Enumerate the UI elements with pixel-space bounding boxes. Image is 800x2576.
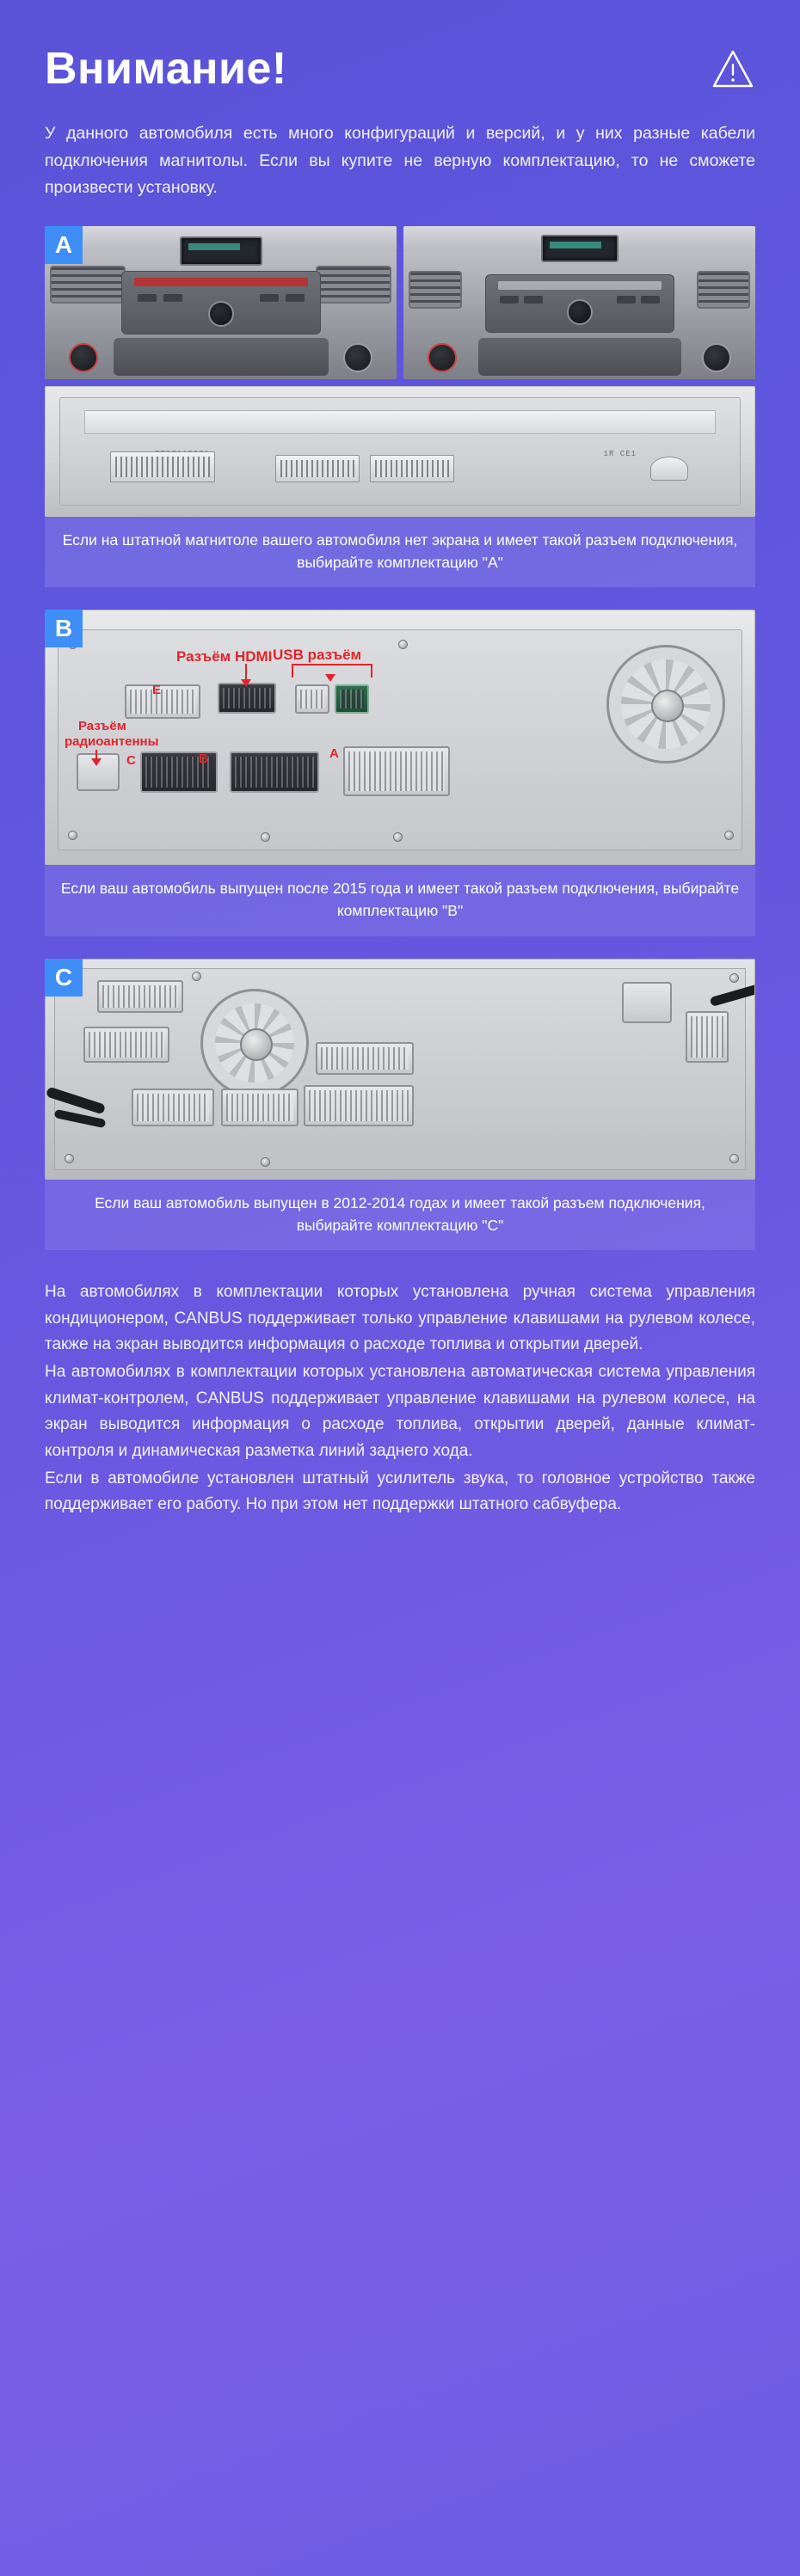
bottom-notes <box>45 1279 755 1518</box>
rear-panel-c-photo <box>45 959 755 1180</box>
board-code-right: 1R CE1 <box>603 449 637 458</box>
connector-c-label: C <box>126 753 136 769</box>
section-b-photos <box>45 610 755 865</box>
usb-label: USB разъём <box>273 647 362 664</box>
section-a-caption: Если на штатной магнитоле вашего автомобиля нет экрана и имеет такой разъем подключения, выбирайте комплектацию "A" <box>45 517 755 588</box>
connector-e-label: E <box>152 683 162 698</box>
cooling-fan-c <box>200 989 309 1097</box>
section-a <box>45 226 755 588</box>
warning-triangle-icon <box>711 46 755 91</box>
connector-c7 <box>221 1089 298 1126</box>
antenna-label-line1: Разъём <box>78 719 126 734</box>
section-c-photos <box>45 959 755 1180</box>
section-b-caption: Если ваш автомобиль выпущен после 2015 года и имеет такой разъем подключения, выбирайте комплектацию "B" <box>45 865 755 936</box>
connector-c5 <box>316 1042 414 1075</box>
connector-b-port <box>230 751 319 793</box>
connector-a-port <box>343 746 450 796</box>
section-a-badge: A <box>45 226 83 264</box>
hdmi-port <box>218 683 276 714</box>
connector-e-port <box>125 684 200 719</box>
connector-c8 <box>304 1085 414 1126</box>
section-b <box>45 610 755 936</box>
connector-c1 <box>97 980 183 1013</box>
bottom-paragraph-2: На автомобилях в комплектации которых установлена автоматическая система управления климат-контролем, CANBUS поддерживает управление клавишами на рулевом колесе, на экран выводится информация о расходе топлива, открытии дверей, данные климат-контроля и динамическая разметка линий заднего хода. <box>45 1363 755 1460</box>
section-a-photos <box>45 226 755 517</box>
page-title: Внимание! <box>45 44 287 94</box>
cooling-fan <box>606 645 725 764</box>
section-b-badge: B <box>45 610 83 647</box>
antenna-label-line2: радиоантенны <box>65 734 159 750</box>
page-header <box>45 44 755 94</box>
connector-c6 <box>132 1089 214 1126</box>
intro-text: У данного автомобиля есть много конфигураций и версий, и у них разные кабели подключения магнитолы. Если вы купите не верную комплектацию, то не сможете произвести установку. <box>45 124 755 198</box>
connector-a-label: A <box>329 746 339 762</box>
connector-c3 <box>622 982 672 1023</box>
usb-port-1 <box>295 684 329 714</box>
connector-c4 <box>686 1011 729 1063</box>
rear-panel-b-photo <box>45 610 755 865</box>
hdmi-label: Разъём HDMI <box>176 648 273 665</box>
section-c-badge: C <box>45 959 83 997</box>
usb-port-2 <box>335 684 369 714</box>
bottom-paragraph-1: На автомобилях в комплектации которых установлена ручная система управления кондиционером, CANBUS поддерживает только управление клавишами на рулевом колесе, также на экран выводится информация о расходе топлива и открытии дверей. <box>45 1283 755 1354</box>
section-c <box>45 959 755 1251</box>
connector-b-label: B <box>199 751 208 767</box>
head-unit-rear-photo <box>45 386 755 517</box>
dashboard-photo-left <box>45 226 397 379</box>
bottom-paragraph-3: Если в автомобиле установлен штатный усилитель звука, то головное устройство также поддерживает его работу. Но при этом нет поддержки штатного сабвуфера. <box>45 1469 755 1514</box>
section-c-caption: Если ваш автомобиль выпущен в 2012-2014 годах и имеет такой разъем подключения, выбирайте комплектацию "C" <box>45 1180 755 1251</box>
connector-c2 <box>83 1027 169 1063</box>
dashboard-photo-right <box>403 226 755 379</box>
